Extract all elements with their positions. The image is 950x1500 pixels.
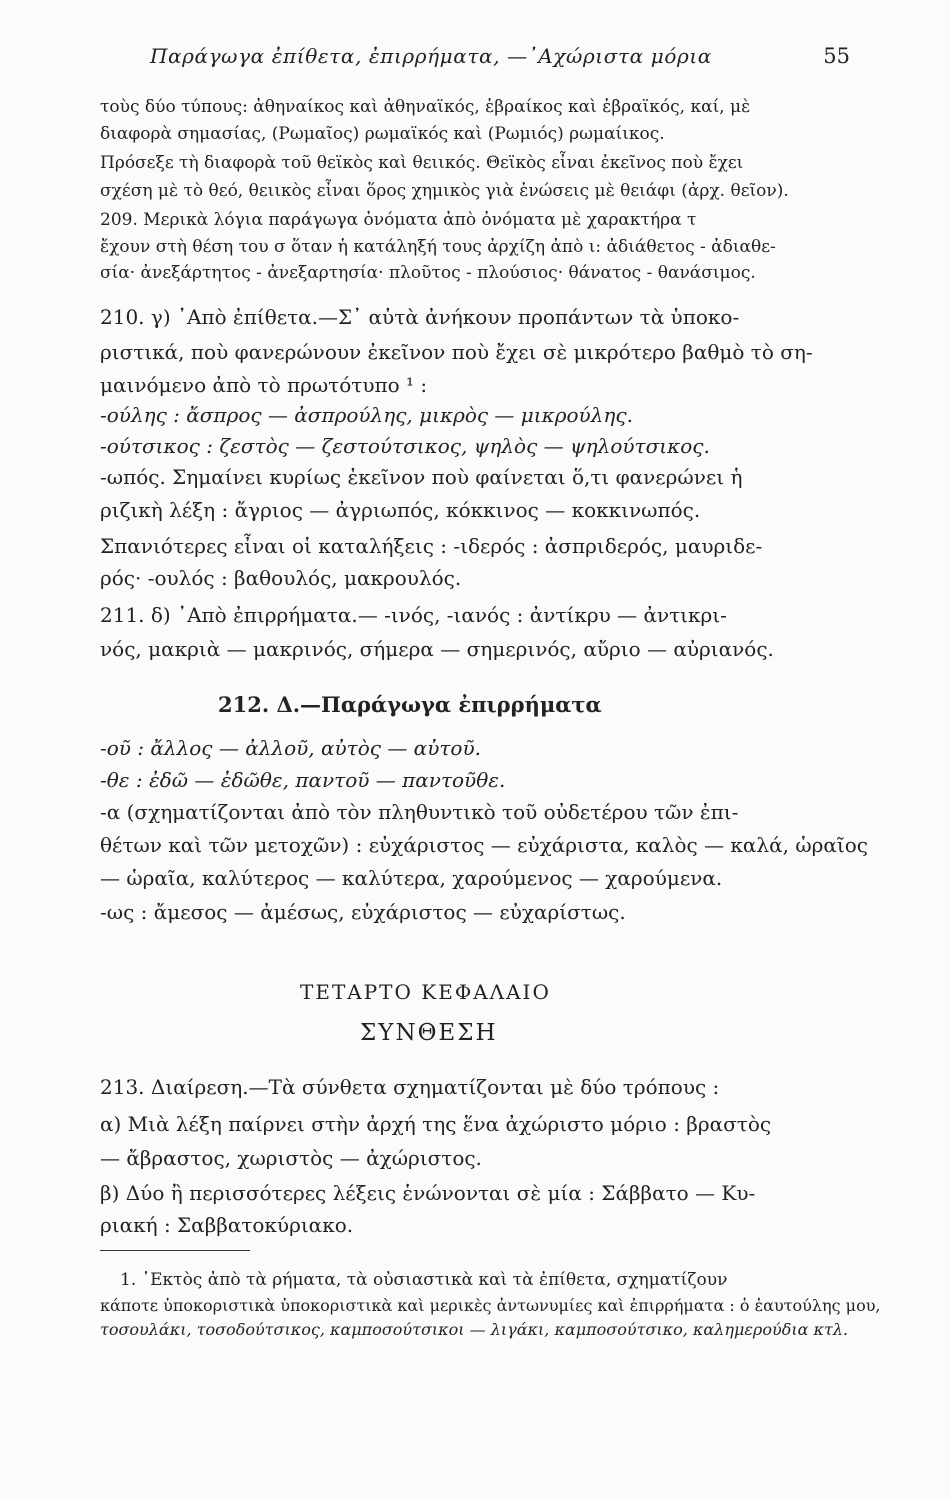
- text-line: θέτων καὶ τῶν μετοχῶν) : εὐχάριστος — εὐχάριστα, καλὸς — καλά, ὡραῖος: [100, 833, 868, 857]
- text-line: ριζικὴ λέξη : ἄγριος — ἀγριωπός, κόκκινος — κοκκινωπός.: [100, 498, 701, 522]
- text-line: β) Δύο ἢ περισσότερες λέξεις ἑνώνονται σὲ μία : Σάββατο — Κυ-: [100, 1181, 756, 1205]
- suffix-example: -ωπός. Σημαίνει κυρίως ἐκεῖνον ποὺ φαίνεται ὅ,τι φανερώνει ἡ: [100, 465, 743, 489]
- footnote-line: 1. ᾿Εκτὸς ἀπὸ τὰ ρήματα, τὰ οὐσιαστικὰ καὶ τὰ ἐπίθετα, σχηματίζουν: [120, 1270, 728, 1290]
- text-line: -ως : ἄμεσος — ἀμέσως, εὐχάριστος — εὐχαρίστως.: [100, 900, 626, 924]
- text-line: τοὺς δύο τύπους: ἀθηναίκος καὶ ἀθηναϊκός, ἑβραίκος καὶ ἑβραϊκός, καί, μὲ: [100, 97, 751, 117]
- text-line: ριστικά, ποὺ φανερώνουν ἐκεῖνον ποὺ ἔχει σὲ μικρότερο βαθμὸ τὸ ση-: [100, 340, 813, 364]
- paragraph-211-start: 211. δ) ᾿Απὸ ἐπιρρήματα.— -ινός, -ιανός : ἀντίκρυ — ἀντικρι-: [100, 603, 727, 627]
- text-line: νός, μακριὰ — μακρινός, σήμερα — σημερινός, αὔριο — αὐριανός.: [100, 637, 774, 661]
- suffix-example: -ούτσικος : ζεστὸς — ζεστούτσικος, ψηλὸς — ψηλούτσικος.: [100, 434, 710, 458]
- suffix-example: -θε : ἐδῶ — ἐδῶθε, παντοῦ — παντοῦθε.: [100, 768, 506, 792]
- paragraph-209-start: 209. Μερικὰ λόγια παράγωγα ὀνόματα ἀπὸ ὀνόματα μὲ χαρακτήρα τ: [100, 210, 697, 230]
- footnote: [100, 0, 940, 1500]
- running-title: Παράγωγα ἐπίθετα, ἐπιρρήματα, —᾿Αχώριστα μόρια: [150, 44, 712, 68]
- footnote-line: κάποτε ὑποκοριστικὰ ὑποκοριστικὰ καὶ μερικὲς ἀντωνυμίες καὶ ἐπιρρήματα : ὁ ἑαυτούλης μου,: [100, 1296, 881, 1315]
- text-line: -α (σχηματίζονται ἀπὸ τὸν πληθυντικὸ τοῦ οὐδετέρου τῶν ἐπι-: [100, 800, 739, 824]
- text-line: σχέση μὲ τὸ θεό, θειικὸς εἶναι ὅρος χημικὸς γιὰ ἑνώσεις μὲ θειάφι (ἀρχ. θεῖον).: [100, 181, 789, 201]
- footnote-line: τοσουλάκι, τοσοδούτσικος, καμποσούτσικοι — λιγάκι, καμποσούτσικο, καλημερούδια κτλ.: [100, 1320, 849, 1339]
- text-line: μαινόμενο ἀπὸ τὸ πρωτότυπο ¹ :: [100, 373, 428, 397]
- text-line: ρός· -ουλός : βαθουλός, μακρουλός.: [100, 566, 462, 590]
- text-line: — ὡραῖα, καλύτερος — καλύτερα, χαρούμενος — χαρούμενα.: [100, 866, 723, 890]
- text-line: ριακή : Σαββατοκύριακο.: [100, 1213, 354, 1237]
- text-line: σία· ἀνεξάρτητος - ἀνεξαρτησία· πλοῦτος - πλούσιος· θάνατος - θανάσιμος.: [100, 263, 756, 283]
- text-line: — ἄβραστος, χωριστὸς — ἀχώριστος.: [100, 1146, 482, 1170]
- text-line: Σπανιότερες εἶναι οἱ καταλήξεις : -ιδερός : ἀσπριδερός, μαυριδε-: [100, 534, 763, 558]
- suffix-example: -ούλης : ἄσπρος — ἀσπρούλης, μικρὸς — μικρούλης.: [100, 403, 633, 427]
- text-line: α) Μιὰ λέξη παίρνει στὴν ἀρχή της ἕνα ἀχώριστο μόριο : βραστὸς: [100, 1112, 772, 1136]
- suffix-example: -οῦ : ἄλλος — ἀλλοῦ, αὐτὸς — αὐτοῦ.: [100, 736, 481, 760]
- section-heading-212: 212. Δ.—Παράγωγα ἐπιρρήματα: [218, 692, 602, 717]
- text-line: Πρόσεξε τὴ διαφορὰ τοῦ θεϊκὸς καὶ θειικός. Θεϊκὸς εἶναι ἐκεῖνος ποὺ ἔχει: [100, 153, 744, 173]
- text-line: ἔχουν στὴ θέση του σ ὅταν ἡ κατάληξή τους ἀρχίζη ἀπὸ ι: ἀδιάθετος - ἀδιαθε-: [100, 237, 776, 257]
- paragraph-210-start: 210. γ) ᾿Απὸ ἐπίθετα.—Σ᾿ αὐτὰ ἀνήκουν προπάντων τὰ ὑποκο-: [100, 305, 740, 329]
- text-line: διαφορὰ σημασίας, (Ρωμαῖος) ρωμαϊκός καὶ (Ρωμιός) ρωμαίικος.: [100, 124, 665, 144]
- chapter-title: ΣΥΝΘΕΣΗ: [360, 1020, 498, 1046]
- paragraph-213-start: 213. Διαίρεση.—Τὰ σύνθετα σχηματίζονται μὲ δύο τρόπους :: [100, 1075, 720, 1099]
- page-number: 55: [823, 44, 850, 68]
- chapter-label: ΤΕΤΑΡΤΟ ΚΕΦΑΛΑΙΟ: [300, 980, 551, 1004]
